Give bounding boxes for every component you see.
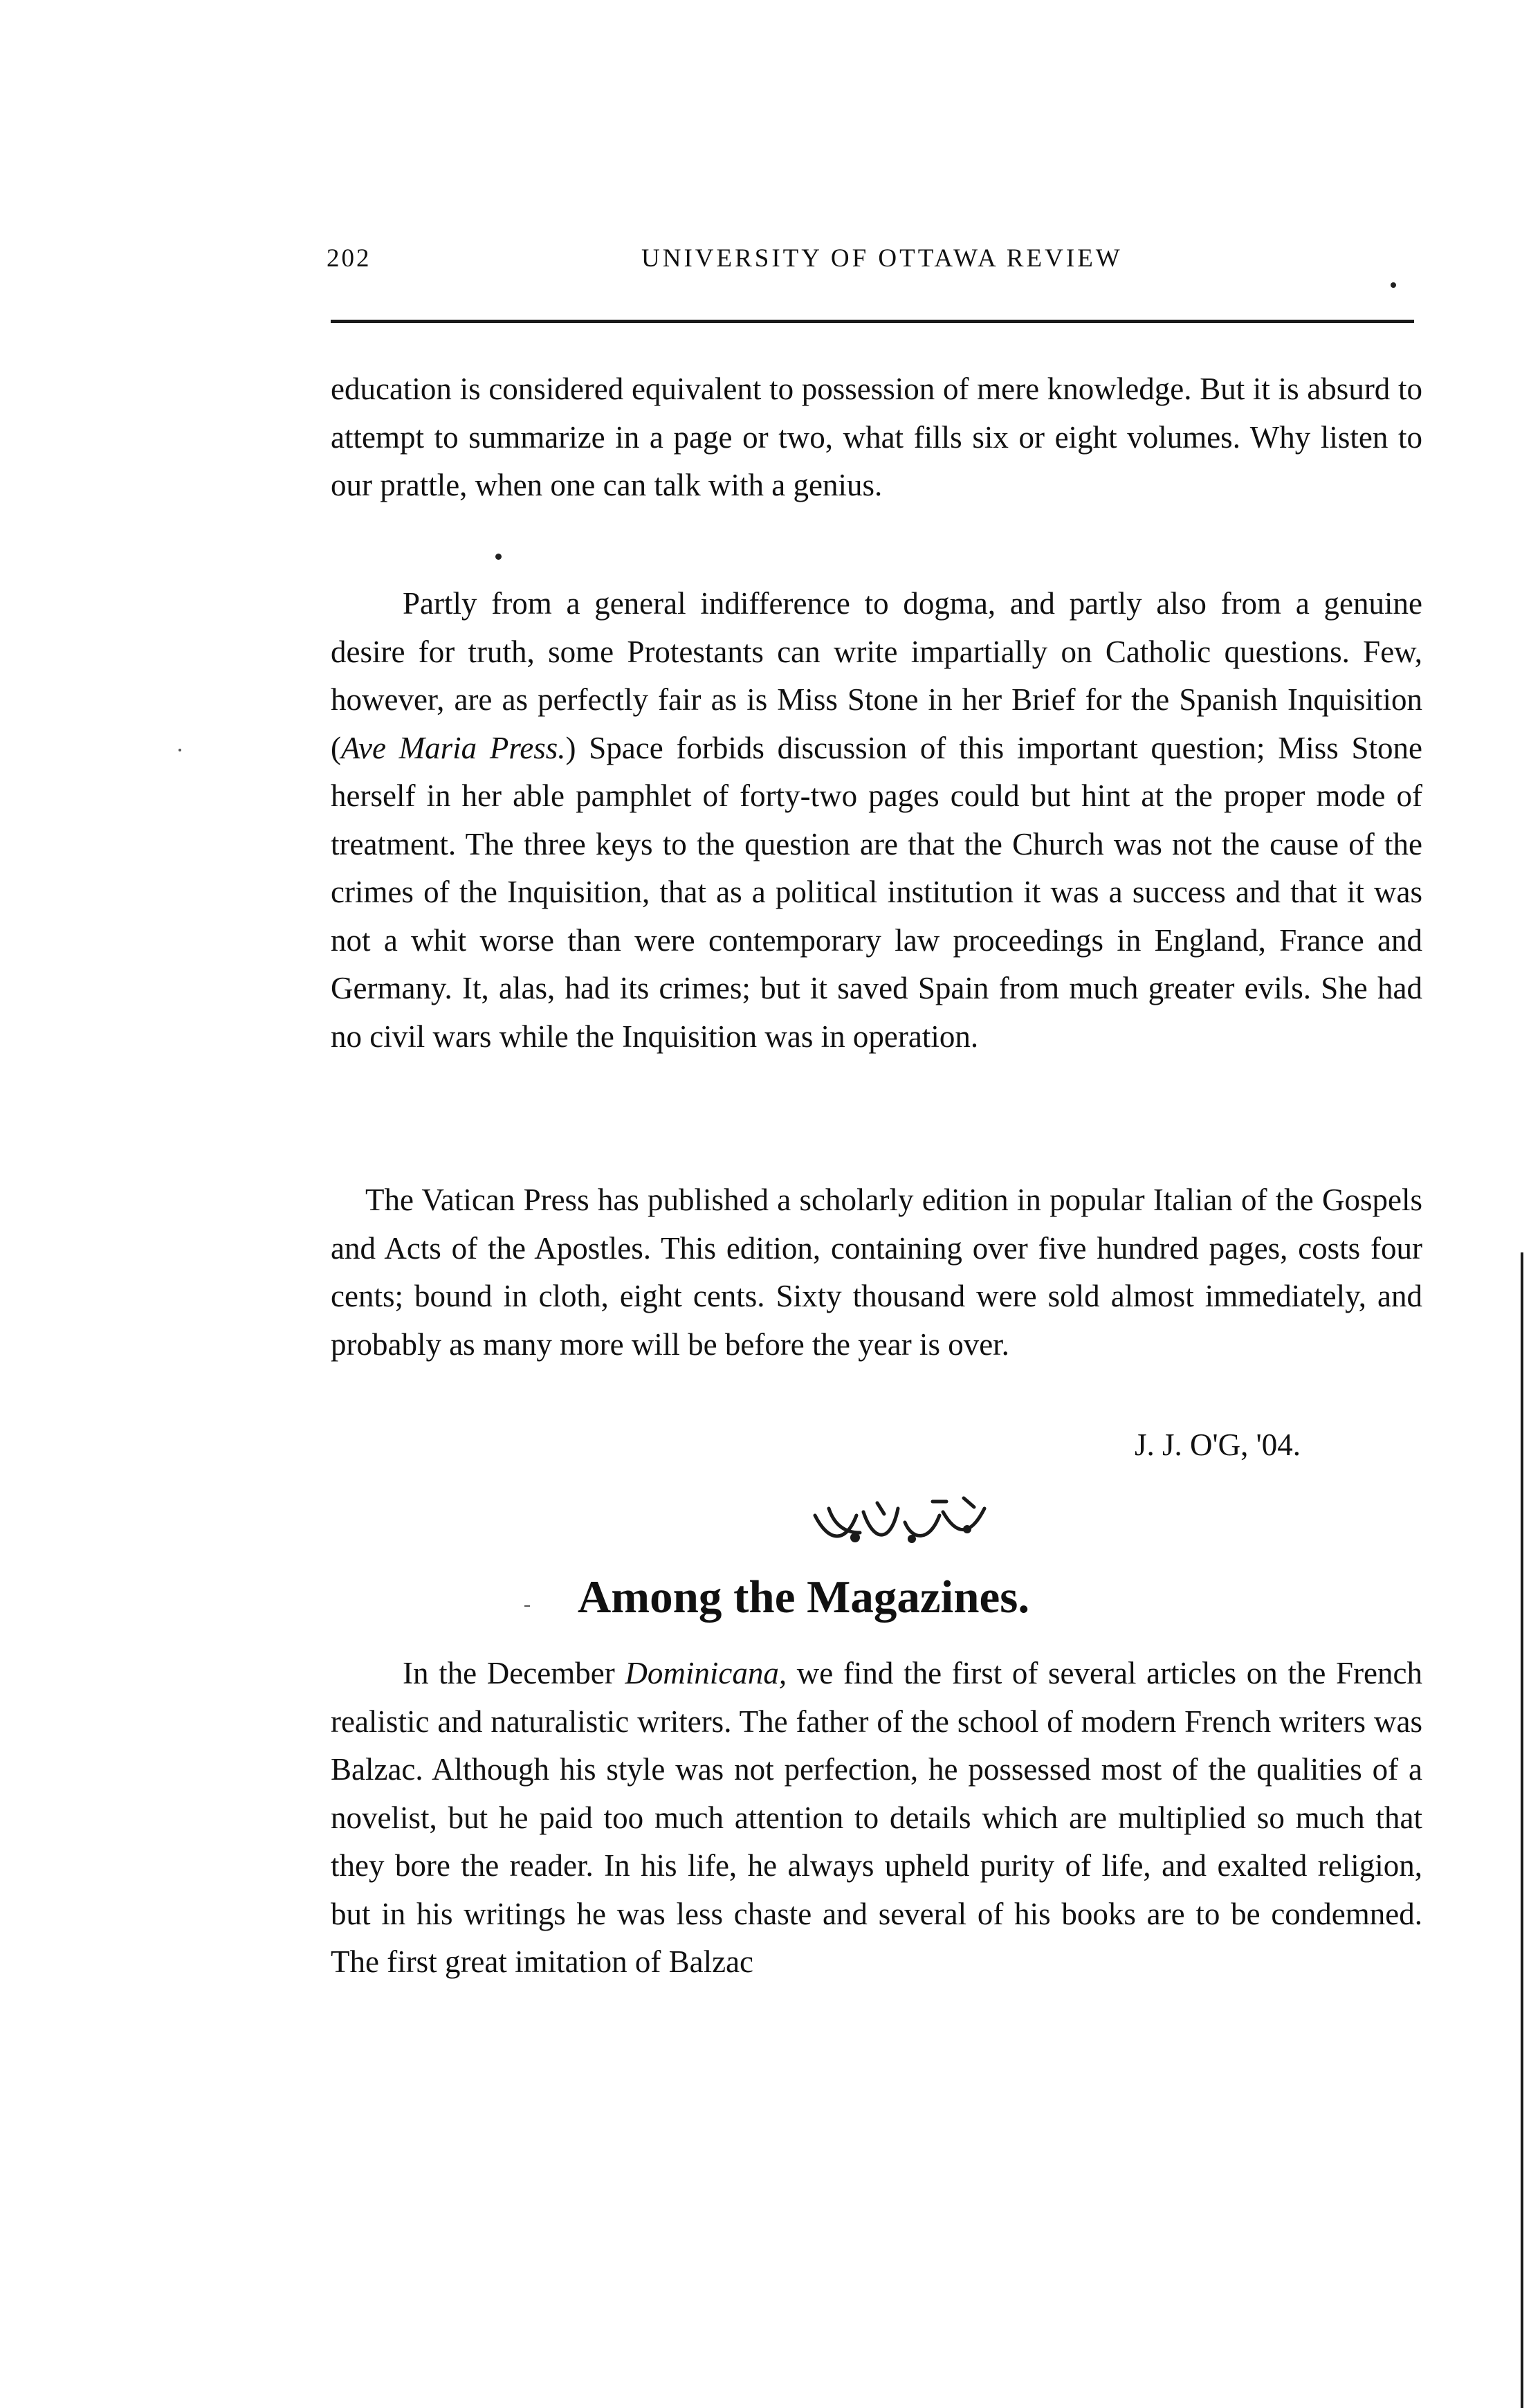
- print-speck: [495, 554, 502, 560]
- section-title: Among the Magazines.: [577, 1571, 1030, 1623]
- fleuron-ornament: [808, 1495, 995, 1550]
- magazine-name-italic: Dominicana,: [625, 1656, 787, 1690]
- paragraph-inquisition-text-before: Partly from a general indifference to dogma, and partly also from a genuine desire for truth, some Protestants can write impartially on Catholic questions. Few, however, are as perfectly fair as is Miss Stone in her Brief for the Spanish Inquisition (: [331, 586, 1422, 765]
- print-speck: [524, 1605, 530, 1607]
- paragraph-vatican-press: The Vatican Press has published a scholarly edition in popular Italian of the Gospels and Acts of the Apostles. This edition, containing over five hundred pages, costs four cents; bound in cloth, eight cents. Sixty thousand were sold almost immediately, and probably as many more will be before the year is over.: [331, 1183, 1422, 1362]
- header-dot: [1391, 282, 1396, 288]
- header-rule: [331, 320, 1414, 323]
- print-speck: [178, 749, 181, 751]
- paragraph-inquisition-text-after: ) Space forbids discussion of this important question; Miss Stone herself in her able pamphlet of forty-two pages could but hint at the proper mode of treatment. The three keys to the question are that the Church was not the cause of the crimes of the Inquisition, that as a political institution it was a success and that it was not a whit worse than were contemporary law proceedings in England, France and Germany. It, alas, had its crimes; but it saved Spain from much greater evils. She had no civil wars while the Inquisition was in operation.: [331, 730, 1423, 1054]
- paragraph-magazines: [331, 1650, 1422, 1987]
- page-edge-line: [1521, 1252, 1523, 2408]
- paragraph-magazines-text-after: we find the first of several articles on the French realistic and naturalistic writers. The father of the school of modern French writers was Balzac. Although his style was not perfection, he possessed most of the qualities of a novelist, but he paid too much attention to details which are multiplied so much that they bore the reader. In his life, he always upheld purity of life, and exalted religion, but in his writings he was less chaste and several of his books are to be condemned. The first great imitation of Balzac: [331, 1656, 1422, 1979]
- paragraph-education: education is considered equivalent to possession of mere knowledge. But it is absurd to attempt to summarize in a page or two, what fills six or eight volumes. Why listen to our prattle, when one can talk with a genius.: [331, 372, 1422, 502]
- page-number: 202: [327, 244, 372, 273]
- paragraph-magazines-text-before: In the December: [403, 1656, 625, 1690]
- journal-title: UNIVERSITY OF OTTAWA REVIEW: [641, 244, 1123, 273]
- author-signature: J. J. O'G, '04.: [1135, 1428, 1301, 1462]
- publisher-name-italic: Ave Maria Press.: [341, 730, 566, 765]
- running-head: [327, 244, 1414, 285]
- paragraph-inquisition: [331, 580, 1422, 1061]
